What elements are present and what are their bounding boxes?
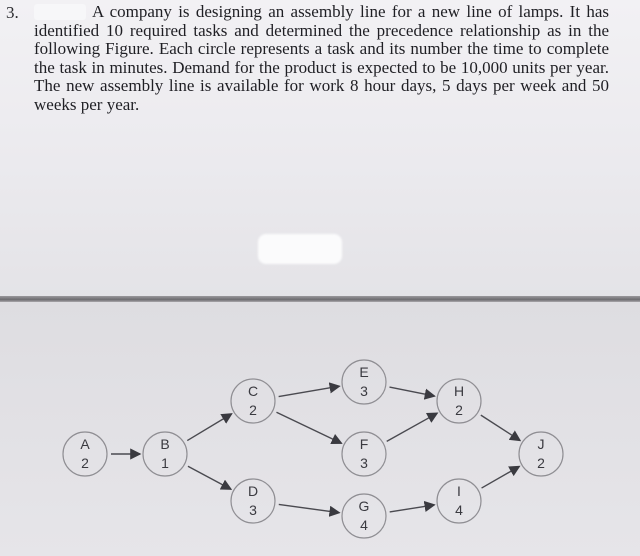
- redaction-mark-middle: [258, 234, 342, 264]
- task-time: 3: [360, 455, 368, 471]
- task-node-a: [63, 432, 107, 476]
- task-node-f: [342, 432, 386, 476]
- task-node-d: [231, 479, 275, 523]
- edge-h-j: [481, 415, 520, 440]
- problem-statement: [34, 3, 609, 114]
- task-label: I: [457, 483, 461, 499]
- task-node-h: [437, 379, 481, 423]
- edge-f-h: [387, 413, 437, 441]
- edge-b-d: [188, 466, 231, 489]
- task-label: E: [359, 364, 369, 380]
- task-node-j: [519, 432, 563, 476]
- task-time: 2: [455, 402, 463, 418]
- edge-e-h: [389, 387, 434, 396]
- edge-i-j: [482, 466, 520, 488]
- task-time: 2: [249, 402, 257, 418]
- task-node-i: [437, 479, 481, 523]
- task-time: 4: [360, 517, 368, 533]
- problem-number: 3.: [6, 3, 19, 22]
- task-time: 3: [249, 502, 257, 518]
- task-node-e: [342, 360, 386, 404]
- precedence-diagram: [0, 302, 640, 556]
- task-time: 2: [81, 455, 89, 471]
- task-label: G: [358, 498, 370, 514]
- task-node-c: [231, 379, 275, 423]
- task-label: C: [247, 383, 259, 399]
- edge-b-c: [187, 414, 231, 441]
- task-label: F: [359, 436, 369, 452]
- redaction-mark-top: [34, 4, 86, 20]
- task-label: D: [247, 483, 259, 499]
- edge-c-f: [276, 412, 341, 443]
- task-time: 1: [161, 455, 169, 471]
- edge-g-i: [390, 505, 435, 512]
- task-node-b: [143, 432, 187, 476]
- task-label: A: [80, 436, 90, 452]
- problem-statement-text: A company is designing an assembly line for a new line of lamps. It has identified 10 required tasks and determined the precedence relationship as in the following Figure. Each circle represents a task and its number the time to complete the task in minutes. Demand for the product is expected to be 10,000 units per year. The new assembly line is available for work 8 hour days, 5 days per week and 50 weeks per year.: [34, 2, 609, 114]
- edge-d-g: [279, 504, 339, 512]
- task-label: H: [453, 383, 465, 399]
- edge-c-e: [279, 386, 340, 396]
- task-label: B: [160, 436, 170, 452]
- task-time: 3: [360, 383, 368, 399]
- task-time: 2: [537, 455, 545, 471]
- nodes-layer: [63, 360, 563, 538]
- task-node-g: [342, 494, 386, 538]
- task-time: 4: [455, 502, 463, 518]
- task-label: J: [537, 436, 545, 452]
